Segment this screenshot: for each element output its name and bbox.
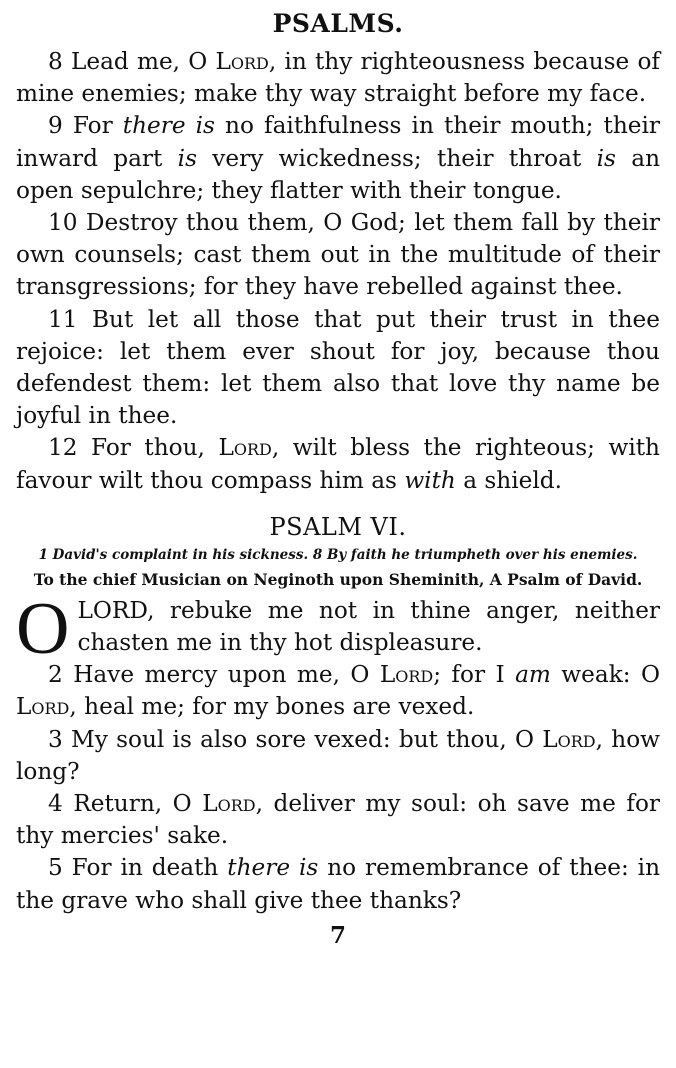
- verse-text: For in death: [71, 854, 228, 882]
- verse-text: no remembrance of thee: in the grave who shall give thee thanks?: [16, 854, 661, 914]
- italic-text: there is: [227, 854, 319, 882]
- verse-text: Return, O: [73, 790, 203, 818]
- psalm-5-verses: [16, 46, 660, 497]
- verse-number: 3: [48, 725, 71, 753]
- verse-number: 8: [48, 48, 71, 75]
- verse-number: 12: [48, 434, 92, 462]
- verse-5: [16, 852, 660, 916]
- verse-text: For thou,: [91, 434, 219, 462]
- verse-text: For: [72, 112, 123, 140]
- divine-name: Lord: [202, 790, 256, 818]
- verse-text: , wilt bless the righteous; with favour wilt thou compass him as: [16, 434, 660, 494]
- verse-3: [16, 724, 660, 788]
- verse-text: , how long?: [16, 725, 660, 785]
- italic-text: am: [515, 661, 551, 689]
- verse-text: , deliver my soul: oh save me for thy mercies' sake.: [16, 790, 661, 850]
- verse-text: ; for I: [433, 661, 516, 689]
- verse-text: , in thy righteousness because of mine enemies; make thy way straight before my face.: [16, 48, 660, 108]
- divine-name: Lord: [542, 725, 596, 753]
- verse-2: [16, 659, 660, 723]
- verse-text: weak: O: [550, 661, 661, 689]
- verse-text: But let all those that put their trust in thee rejoice: let them ever shout for joy, because thou defendest them: let them also that love thy name be joyful in thee.: [16, 305, 660, 430]
- psalm-superscription: To the chief Musician on Neginoth upon Sheminith, A Psalm of David.: [33, 569, 643, 589]
- verse-12: [16, 432, 660, 496]
- page-number: 7: [329, 921, 346, 949]
- verse-number: 4: [48, 790, 74, 818]
- verse-number: 9: [48, 112, 73, 140]
- verse-1-text: [77, 597, 660, 656]
- italic-text: is: [177, 144, 197, 172]
- verse-number: 10: [48, 209, 86, 237]
- verse-text: , heal me; for my bones are vexed.: [69, 693, 475, 721]
- verse-number: 5: [48, 854, 72, 882]
- verse-number: 2: [48, 661, 74, 689]
- verse-text: LORD, rebuke me not in thine anger, neither chasten me in thy hot displeasure.: [77, 596, 660, 657]
- verse-text: Lead me, O: [70, 48, 216, 75]
- verse-1: [16, 587, 660, 670]
- verse-number: 11: [48, 305, 92, 333]
- verse-8: [16, 46, 660, 110]
- verse-text: Destroy thou them, O God; let them fall by their own counsels; cast them out in the multitude of their transgressions; for they have rebelled against thee.: [16, 209, 660, 301]
- verse-text: a shield.: [455, 466, 562, 494]
- divine-name: Lord: [379, 661, 434, 689]
- italic-text: is: [596, 144, 616, 172]
- verse-text: Have mercy upon me, O: [73, 661, 380, 689]
- drop-cap: O: [16, 587, 70, 670]
- verse-9: [16, 110, 660, 207]
- italic-text: with: [404, 466, 456, 494]
- running-title: PSALMS.: [272, 9, 404, 38]
- chapter-summary: 1 David's complaint in his sickness. 8 By faith he triumpheth over his enemies.: [38, 546, 638, 563]
- divine-name: Lord: [218, 434, 272, 462]
- verse-text: an open sepulchre; they flatter with their tongue.: [16, 144, 661, 204]
- psalm-6-verses: [16, 659, 660, 917]
- divine-name: Lord: [215, 48, 269, 75]
- verse-10: [16, 207, 660, 304]
- psalm-title: PSALM VI.: [269, 512, 407, 541]
- verse-text: My soul is also sore vexed: but thou, O: [71, 725, 543, 753]
- verse-4: [16, 788, 660, 852]
- verse-text: no faithfulness in their mouth; their inward part: [16, 112, 660, 172]
- italic-text: there is: [122, 112, 215, 140]
- verse-text: very wickedness; their throat: [196, 144, 597, 172]
- divine-name: Lord: [16, 693, 70, 721]
- verse-11: [16, 304, 660, 433]
